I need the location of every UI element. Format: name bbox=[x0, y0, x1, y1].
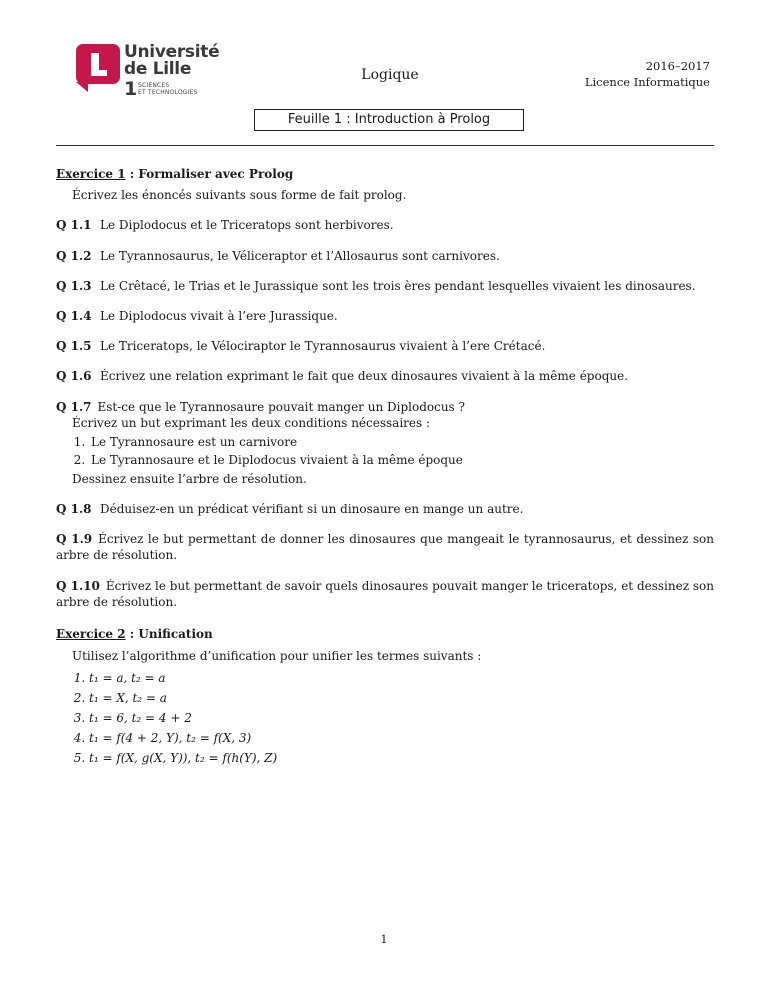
unification-terms-list bbox=[72, 668, 714, 768]
logo-line-sciences bbox=[124, 79, 224, 101]
document-content bbox=[56, 166, 714, 768]
logo-line-de-lille: de Lille bbox=[124, 59, 192, 79]
exercise-1-intro: Écrivez les énoncés suivants sous forme de fait prolog. bbox=[72, 188, 407, 203]
logo-number: 1 bbox=[124, 78, 138, 100]
exercise-1-title: : Formaliser avec Prolog bbox=[125, 167, 294, 181]
question-1-2: Q 1.2 Le Tyrannosaurus, le Véliceraptor et l’Allosaurus sont carnivores. bbox=[56, 248, 500, 263]
list-item: 4. t₁ = f(4 + 2, Y), t₂ = f(X, 3) bbox=[89, 728, 714, 748]
subject-label: Logique bbox=[361, 67, 419, 83]
list-item: 1. t₁ = a, t₂ = a bbox=[89, 668, 714, 688]
page-number: 1 bbox=[380, 933, 388, 946]
question-1-7-conditions bbox=[72, 433, 714, 469]
exercise-2-title: : Unification bbox=[125, 627, 213, 641]
exercise-1-heading bbox=[56, 166, 714, 182]
list-item: 3. t₁ = 6, t₂ = 4 + 2 bbox=[89, 708, 714, 728]
header-meta bbox=[585, 58, 710, 90]
question-1-3: Q 1.3 Le Crêtacé, le Trias et le Jurassique sont les trois ères pendant lesquelles vivaient les dinosaures. bbox=[56, 278, 696, 293]
program-name: Licence Informatique bbox=[584, 75, 710, 89]
list-item: 2. Le Tyrannosaure et le Diplodocus vivaient à la même époque bbox=[89, 451, 714, 469]
logo-sciences-text: SCIENCES ET TECHNOLOGIES bbox=[138, 82, 198, 96]
university-logo bbox=[76, 42, 220, 100]
question-1-7: Q 1.7 Est-ce que le Tyrannosaure pouvait manger un Diplodocus ? Écrivez un but exprimant les deux conditions nécessaires : 1. Le Tyrannosaure est un carnivore 2. Le Tyrannosaure et le Diplodocus vivaient à la même époque Dessinez ensuite l’arbre de résolution. bbox=[56, 399, 714, 488]
list-item: 2. t₁ = X, t₂ = a bbox=[89, 688, 714, 708]
university-logo-text bbox=[124, 44, 224, 101]
question-1-9: Q 1.9 Écrivez le but permettant de donner les dinosaures que mangeait le tyrannosaurus, et dessinez son arbre de résolution. bbox=[56, 532, 714, 563]
exercise-2-intro: Utilisez l’algorithme d’unification pour unifier les termes suivants : bbox=[72, 649, 482, 664]
question-1-5: Q 1.5 Le Triceratops, le Vélociraptor le Tyrannosaurus vivaient à l’ere Crétacé. bbox=[56, 339, 546, 354]
question-1-10: Q 1.10 Écrivez le but permettant de savoir quels dinosaures pouvait manger le triceratops, et dessinez son arbre de résolution. bbox=[56, 578, 714, 609]
logo-line-universite: Université bbox=[124, 42, 220, 62]
exercise-2-number: Exercice 2 bbox=[56, 627, 126, 641]
sheet-title: Feuille 1 : Introduction à Prolog bbox=[254, 109, 524, 131]
question-1-6: Q 1.6 Écrivez une relation exprimant le fait que deux dinosaures vivaient à la même époque. bbox=[56, 369, 629, 384]
university-logo-mark-icon bbox=[76, 44, 120, 92]
exercise-2 bbox=[56, 626, 714, 768]
list-item: 5. t₁ = f(X, g(X, Y)), t₂ = f(h(Y), Z) bbox=[89, 748, 714, 768]
exercise-1-number: Exercice 1 bbox=[56, 167, 126, 181]
list-item: 1. Le Tyrannosaure est un carnivore bbox=[89, 433, 714, 451]
header-divider bbox=[56, 145, 714, 146]
academic-year: 2016–2017 bbox=[645, 59, 710, 73]
exercise-2-heading bbox=[56, 626, 714, 642]
question-1-8: Q 1.8 Déduisez-en un prédicat vérifiant si un dinosaure en mange un autre. bbox=[56, 502, 524, 517]
question-1-1: Q 1.1 Le Diplodocus et le Triceratops sont herbivores. bbox=[56, 218, 394, 233]
question-1-4: Q 1.4 Le Diplodocus vivait à l’ere Jurassique. bbox=[56, 308, 338, 323]
